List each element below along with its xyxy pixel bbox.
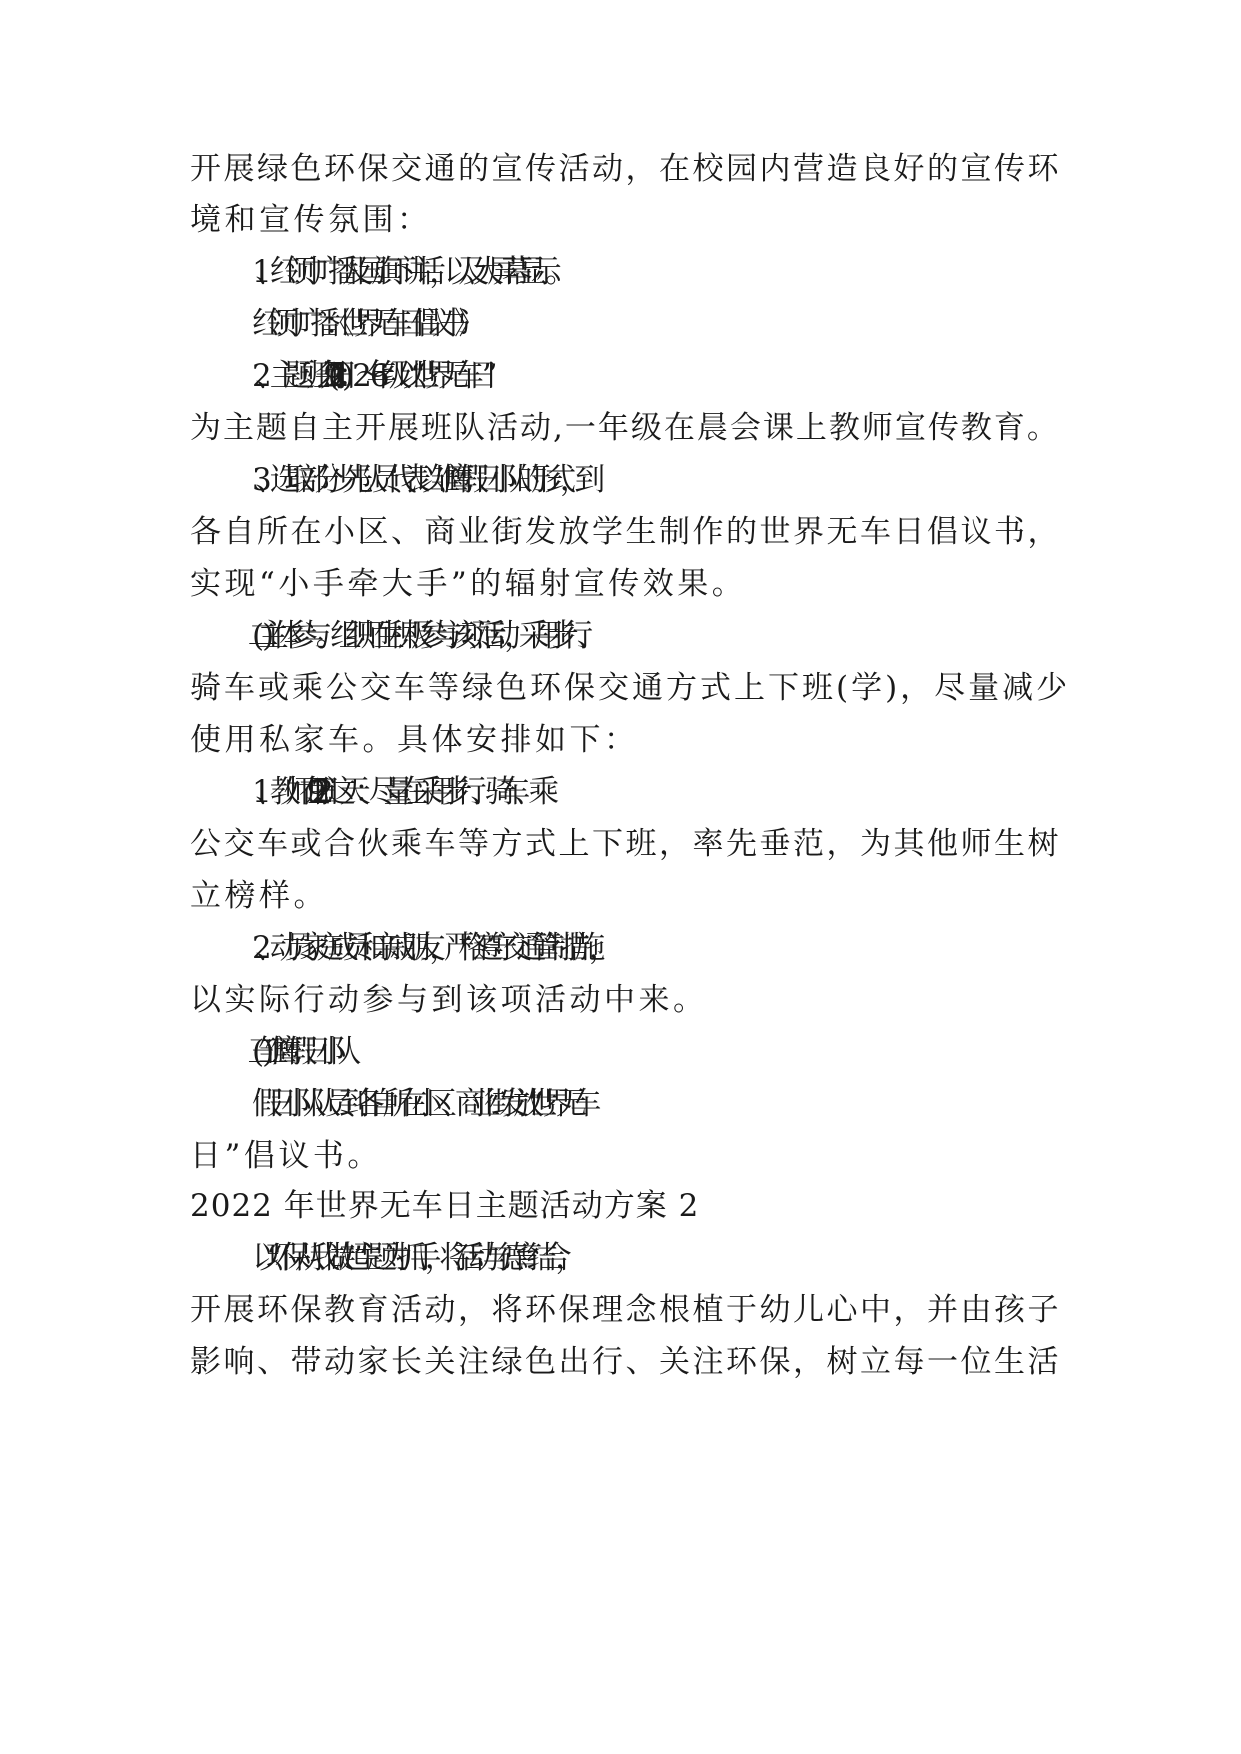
paragraph-line: 以“环保从我做起”主题为抓手，将活动与德育结合， bbox=[252, 1240, 570, 1276]
paragraph-line: 红领巾广播：《世界无车日倡议书》 bbox=[252, 306, 469, 342]
section-line: (二)主体参与。组织师生积极参与该项活动，采用步行、 bbox=[252, 618, 592, 654]
list-item-line: 2、主题班会(9 月 21 日)：2～6 年级以“世界无车日” bbox=[252, 358, 482, 394]
paragraph-line: 假日小队队员到各自所在小区、商业街发放“世界无车 bbox=[252, 1086, 585, 1122]
document-heading: 2022 年世界无车日主题活动方案 2 bbox=[190, 1188, 700, 1224]
list-item-line: 3、选取部分少先队员代表以雏鹰假日小队的形式，到 bbox=[252, 462, 589, 498]
paragraph-line: 境和宣传氛围： bbox=[190, 202, 432, 238]
paragraph-line: 立榜样。 bbox=[190, 878, 328, 914]
section-line: (三)雏鹰假日小队 bbox=[252, 1034, 345, 1070]
paragraph-line: 实现“小手牵大手”的辐射宣传效果。 bbox=[190, 566, 747, 602]
paragraph-line: 以实际行动参与到该项活动中来。 bbox=[190, 982, 708, 1018]
paragraph-line: 开展绿色环保交通的宣传活动，在校园内营造良好的宣传环 bbox=[190, 151, 1061, 187]
paragraph-line: 开展环保教育活动，将环保理念根植于幼儿心中，并由孩子 bbox=[190, 1292, 1061, 1328]
paragraph-line: 使用私家车。具体安排如下： bbox=[190, 722, 639, 758]
list-item-line: 1、教师在 9 月 22 日这天：尽量在采用步行、骑车、乘 bbox=[252, 774, 543, 810]
paragraph-line: 为主题自主开展班队活动,一年级在晨会课上教师宣传教育。 bbox=[190, 410, 1060, 446]
paragraph-line: 影响、带动家长关注绿色出行、关注环保，树立每一位生活 bbox=[190, 1344, 1061, 1380]
paragraph-line: 各自所在小区、商业街发放学生制作的世界无车日倡议书， bbox=[190, 514, 1061, 550]
paragraph-line: 日”倡议书。 bbox=[190, 1138, 382, 1174]
paragraph-line: 骑车或乘公交车等绿色环保交通方式上下班(学)，尽量减少 bbox=[190, 670, 1071, 706]
list-item-line: 2、动员家庭成员和亲戚朋友，严格遵守交通管制措施， bbox=[252, 930, 604, 966]
list-item-line: 1、红领巾广播及国旗下讲话，以及大屏幕显示。 bbox=[252, 254, 560, 290]
paragraph-line: 公交车或合伙乘车等方式上下班，率先垂范，为其他师生树 bbox=[190, 826, 1061, 862]
